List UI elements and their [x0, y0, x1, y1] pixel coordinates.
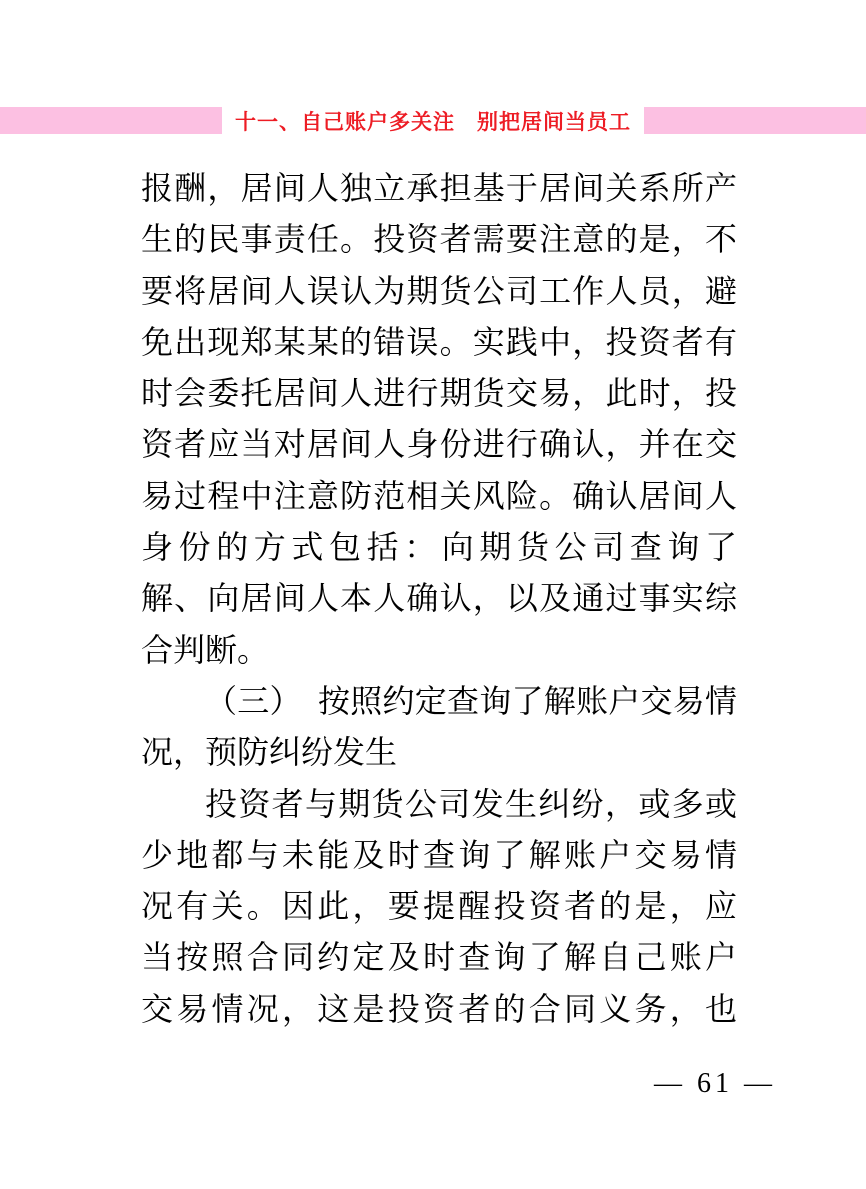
body-line: 当按照合同约定及时查询了解自己账户	[141, 939, 737, 976]
body-line: 合判断。	[141, 631, 270, 668]
body-line: 生的民事责任。投资者需要注意的是，不	[141, 221, 737, 258]
body-line: 投资者与期货公司发生纠纷，或多或	[205, 785, 737, 822]
body-line: 报酬，居间人独立承担基于居间关系所产	[141, 170, 737, 206]
body-text-block	[141, 163, 737, 1035]
running-head-band-right	[644, 107, 866, 134]
running-head-band-left	[0, 107, 222, 134]
running-head	[0, 107, 866, 134]
body-line: 况有关。因此，要提醒投资者的是，应	[141, 888, 737, 925]
body-line: 要将居间人误认为期货公司工作人员，避	[141, 272, 737, 309]
body-line: 少地都与未能及时查询了解账户交易情	[141, 836, 737, 873]
body-line: 时会委托居间人进行期货交易，此时，投	[141, 375, 737, 412]
body-line: 身份的方式包括：向期货公司查询了	[141, 529, 737, 566]
body-line: 免出现郑某某的错误。实践中，投资者有	[141, 323, 737, 360]
body-line: 况，预防纠纷发生	[141, 734, 398, 771]
chapter-title: 十一、自己账户多关注 别把居间当员工	[235, 110, 631, 134]
page-number: — 61 —	[654, 1068, 776, 1099]
body-line: （三） 按照约定查询了解账户交易情	[205, 682, 737, 719]
body-line: 解、向居间人本人确认，以及通过事实综	[141, 580, 737, 617]
body-line: 易过程中注意防范相关风险。确认居间人	[141, 477, 737, 514]
body-line: 资者应当对居间人身份进行确认，并在交	[141, 426, 737, 463]
body-line: 交易情况，这是投资者的合同义务，也	[141, 990, 737, 1027]
